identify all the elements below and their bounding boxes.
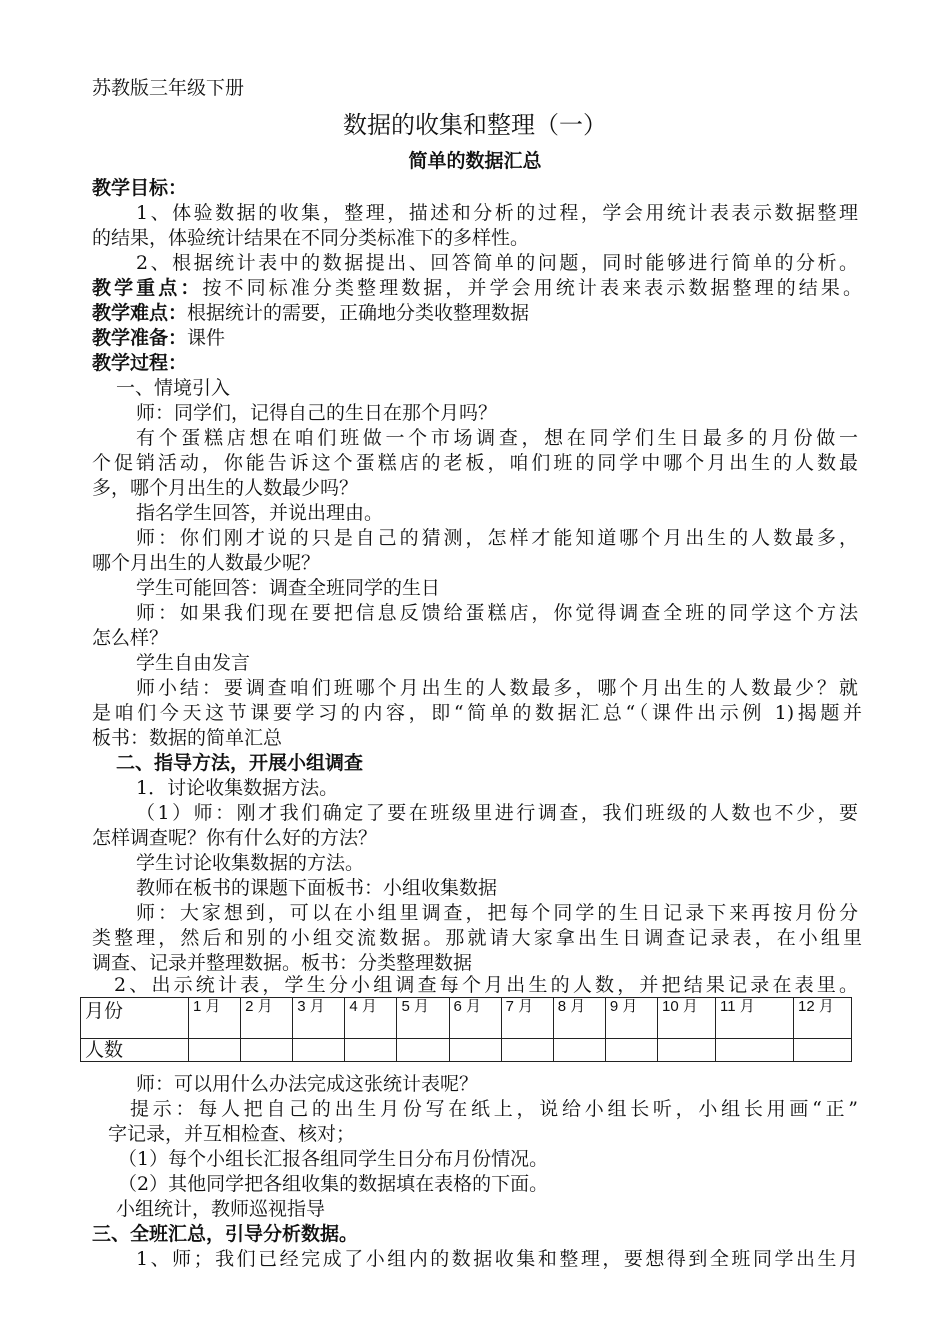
count-cell — [501, 1039, 553, 1062]
count-cell — [293, 1039, 345, 1062]
paragraph-4-line-2: 哪个月出生的人数最少呢？ — [92, 552, 321, 574]
paragraph-9: 1．讨论收集数据方法。 — [136, 777, 339, 799]
paragraph-2-line-2: 个促销活动，你能告诉这个蛋糕店的老板，咱们班的同学中哪个月出生的人数最 — [92, 452, 858, 474]
paragraph-6-line-2: 怎么样？ — [92, 627, 169, 649]
goal-1-line-2: 的结果，体验统计结果在不同分类标准下的多样性。 — [92, 227, 530, 249]
month-row-header: 月份 — [81, 998, 189, 1039]
paragraph-18: （2）其他同学把各组收集的数据填在表格的下面。 — [118, 1173, 549, 1195]
prep-line — [92, 326, 862, 351]
month-cell: 8 月 — [553, 998, 605, 1039]
month-cell: 5 月 — [397, 998, 449, 1039]
month-cell: 6 月 — [449, 998, 501, 1039]
paragraph-11: 学生讨论收集数据的方法。 — [136, 852, 365, 874]
page-title: 数据的收集和整理（一） — [343, 111, 607, 139]
key-point-text: 按不同标准分类整理数据，并学会用统计表来表示数据整理的结果。 — [202, 277, 862, 299]
prep-label: 教学准备： — [92, 327, 188, 349]
page-subtitle: 简单的数据汇总 — [408, 150, 542, 172]
key-point-label: 教学重点： — [92, 277, 203, 299]
month-cell: 10 月 — [658, 998, 716, 1039]
birthday-month-table — [80, 997, 852, 1062]
count-cell — [345, 1039, 397, 1062]
paragraph-8-line-1: 师小结：要调查咱们班哪个月出生的人数最多，哪个月出生的人数最少？就 — [136, 677, 858, 699]
paragraph-5: 学生可能回答：调查全班同学的生日 — [136, 577, 441, 599]
process-heading: 教学过程： — [92, 352, 188, 374]
paragraph-17: （1）每个小组长汇报各组同学生日分布月份情况。 — [118, 1148, 549, 1170]
difficulty-label: 教学难点： — [92, 302, 188, 324]
paragraph-13-line-3: 调查、记录并整理数据。板书：分类整理数据 — [92, 952, 473, 974]
section-2-heading: 二、指导方法，开展小组调查 — [116, 752, 364, 774]
paragraph-20: 1、师；我们已经完成了小组内的数据收集和整理，要想得到全班同学出生月 — [136, 1248, 858, 1270]
paragraph-15: 师：可以用什么办法完成这张统计表呢？ — [136, 1073, 479, 1095]
month-cell: 11 月 — [716, 998, 794, 1039]
difficulty-line — [92, 301, 862, 326]
month-cell: 3 月 — [293, 998, 345, 1039]
section-3-heading: 三、全班汇总，引导分析数据。 — [92, 1223, 359, 1245]
paragraph-2-line-1: 有个蛋糕店想在咱们班做一个市场调查，想在同学们生日最多的月份做一 — [136, 427, 858, 449]
goals-heading: 教学目标： — [92, 177, 188, 199]
paragraph-14: 2、出示统计表，学生分小组调查每个月出生的人数，并把结果记录在表里。 — [114, 974, 858, 996]
paragraph-8-line-3: 板书：数据的简单汇总 — [92, 727, 283, 749]
key-point-line — [92, 276, 862, 301]
goal-2: 2、根据统计表中的数据提出、回答简单的问题，同时能够进行简单的分析。 — [136, 252, 858, 274]
paragraph-8-line-2: 是咱们今天这节课要学习的内容，即“简单的数据汇总“（课件出示例 1)揭题并 — [92, 702, 862, 724]
prep-text: 课件 — [187, 327, 226, 349]
month-cell: 12 月 — [794, 998, 852, 1039]
count-cell — [449, 1039, 501, 1062]
paragraph-16-line-2: 字记录，并互相检查、核对； — [108, 1123, 356, 1145]
goal-1-line-1: 1、体验数据的收集，整理，描述和分析的过程，学会用统计表表示数据整理 — [136, 202, 858, 224]
month-cell: 2 月 — [241, 998, 293, 1039]
table-row-counts — [81, 1039, 852, 1062]
month-cell: 7 月 — [501, 998, 553, 1039]
month-cell: 4 月 — [345, 998, 397, 1039]
table-row-months — [81, 998, 852, 1039]
paragraph-1: 师：同学们，记得自己的生日在那个月吗？ — [136, 402, 498, 424]
publisher-grade-line: 苏教版三年级下册 — [92, 77, 245, 99]
paragraph-12: 教师在板书的课题下面板书：小组收集数据 — [136, 877, 498, 899]
count-cell — [605, 1039, 657, 1062]
paragraph-13-line-2: 类整理，然后和别的小组交流数据。那就请大家拿出生日调查记录表，在小组里 — [92, 927, 862, 949]
paragraph-2-line-3: 多，哪个月出生的人数最少吗？ — [92, 477, 359, 499]
paragraph-7: 学生自由发言 — [136, 652, 251, 674]
count-cell — [397, 1039, 449, 1062]
paragraph-16-line-1: 提示：每人把自己的出生月份写在纸上，说给小组长听，小组长用画“正” — [130, 1098, 858, 1120]
month-cell: 1 月 — [189, 998, 241, 1039]
paragraph-6-line-1: 师：如果我们现在要把信息反馈给蛋糕店，你觉得调查全班的同学这个方法 — [136, 602, 858, 624]
count-cell — [716, 1039, 794, 1062]
count-cell — [189, 1039, 241, 1062]
paragraph-3: 指名学生回答，并说出理由。 — [136, 502, 384, 524]
section-1-heading: 一、情境引入 — [116, 377, 231, 399]
count-cell — [794, 1039, 852, 1062]
paragraph-4-line-1: 师：你们刚才说的只是自己的猜测，怎样才能知道哪个月出生的人数最多， — [136, 527, 858, 549]
count-cell — [553, 1039, 605, 1062]
month-cell: 9 月 — [605, 998, 657, 1039]
paragraph-10-line-1: （1）师：刚才我们确定了要在班级里进行调查，我们班级的人数也不少，要 — [136, 802, 858, 824]
count-row-header: 人数 — [81, 1039, 189, 1062]
paragraph-13-line-1: 师：大家想到，可以在小组里调查，把每个同学的生日记录下来再按月份分 — [136, 902, 858, 924]
paragraph-19: 小组统计，教师巡视指导 — [116, 1198, 326, 1220]
difficulty-text: 根据统计的需要，正确地分类收整理数据 — [187, 302, 530, 324]
paragraph-10-line-2: 怎样调查呢？你有什么好的方法？ — [92, 827, 378, 849]
count-cell — [241, 1039, 293, 1062]
count-cell — [658, 1039, 716, 1062]
